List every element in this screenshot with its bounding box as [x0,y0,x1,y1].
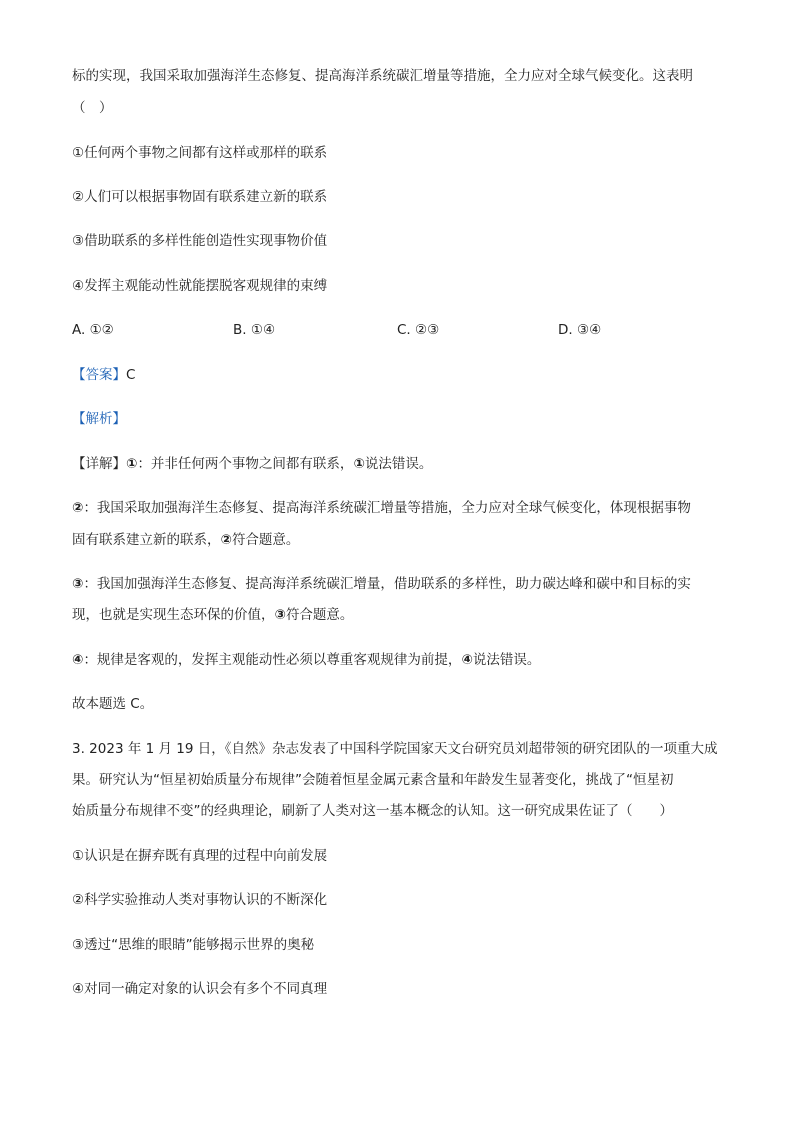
detail-3-end: 符合题意。 [285,607,354,623]
q3-stem-line-2: 果。研究认为“恒星初始质量分布规律”会随着恒星金属元素含量和年龄发生显著变化，挑战了“恒星初 [72,772,674,788]
q2-analysis-heading [72,410,126,428]
q2-statement-4: ④发挥主观能动性就能摆脱客观规律的束缚 [72,278,328,294]
detail-4-text: ：规律是客观的，发挥主观能动性必须以尊重客观规律为前提， [83,652,462,668]
detail-1-reference: ① [353,456,365,472]
q3-statement-2: ②科学实验推动人类对事物认识的不断深化 [72,892,328,908]
detail-4-reference: ④ [461,652,473,668]
detail-3-number: ③ [72,576,84,592]
answer-label: 【答案】 [72,367,126,383]
answer-value: C [126,367,136,383]
detail-label: 【详解】 [72,456,126,472]
detail-2-text-cont: 固有联系建立新的联系， [72,532,221,548]
q2-stem-line-1: 标的实现，我国采取加强海洋生态修复、提高海洋系统碳汇增量等措施，全力应对全球气候变化。这表明 [72,68,693,84]
detail-2-reference: ② [220,532,232,548]
detail-1-text: ：并非任何两个事物之间都有联系， [137,456,354,472]
q3-statement-3: ③透过“思维的眼睛”能够揭示世界的奥秘 [72,937,315,953]
q2-detail-2-line-1 [72,499,691,517]
q3-stem-line-1: 3. 2023 年 1 月 19 日，《自然》杂志发表了中国科学院国家天文台研究员刘超带领的研究团队的一项重大成 [72,741,718,757]
detail-2-end: 符合题意。 [231,532,300,548]
q3-statement-1: ①认识是在摒弃既有真理的过程中向前发展 [72,848,328,864]
q2-detail-1 [72,455,432,473]
detail-3-reference: ③ [274,607,286,623]
q2-conclusion: 故本题选 C。 [72,696,154,712]
q2-options-row [72,321,722,339]
detail-2-number: ② [72,500,84,516]
detail-1-number: ① [126,456,138,472]
q2-statement-3: ③借助联系的多样性能创造性实现事物价值 [72,233,328,249]
detail-4-number: ④ [72,652,84,668]
detail-3-text: ：我国加强海洋生态修复、提高海洋系统碳汇增量，借助联系的多样性，助力碳达峰和碳中和目标的实 [83,576,691,592]
q2-option-d: D. ③④ [558,322,602,338]
detail-1-end: 说法错误。 [364,456,433,472]
q2-option-a: A. ①② [72,322,114,338]
q2-option-b: B. ①④ [233,322,276,338]
detail-3-text-cont: 现，也就是实现生态环保的价值， [72,607,275,623]
q3-statement-4: ④对同一确定对象的认识会有多个不同真理 [72,981,328,997]
analysis-label: 【解析】 [72,411,126,427]
detail-4-end: 说法错误。 [472,652,541,668]
q2-stem-line-2: （ ） [72,100,113,116]
q2-detail-3-line-2 [72,606,353,624]
detail-2-text: ：我国采取加强海洋生态修复、提高海洋系统碳汇增量等措施，全力应对全球气候变化，体现根据事物 [83,500,691,516]
q2-detail-4 [72,651,540,669]
q2-answer [72,366,135,384]
q2-detail-3-line-1 [72,575,691,593]
q2-option-c: C. ②③ [397,322,440,338]
q3-stem-line-3: 始质量分布规律不变”的经典理论，刷新了人类对这一基本概念的认知。这一研究成果佐证了（ ） [72,803,673,819]
q2-statement-2: ②人们可以根据事物固有联系建立新的联系 [72,189,328,205]
q2-statement-1: ①任何两个事物之间都有这样或那样的联系 [72,145,328,161]
q2-detail-2-line-2 [72,531,299,549]
